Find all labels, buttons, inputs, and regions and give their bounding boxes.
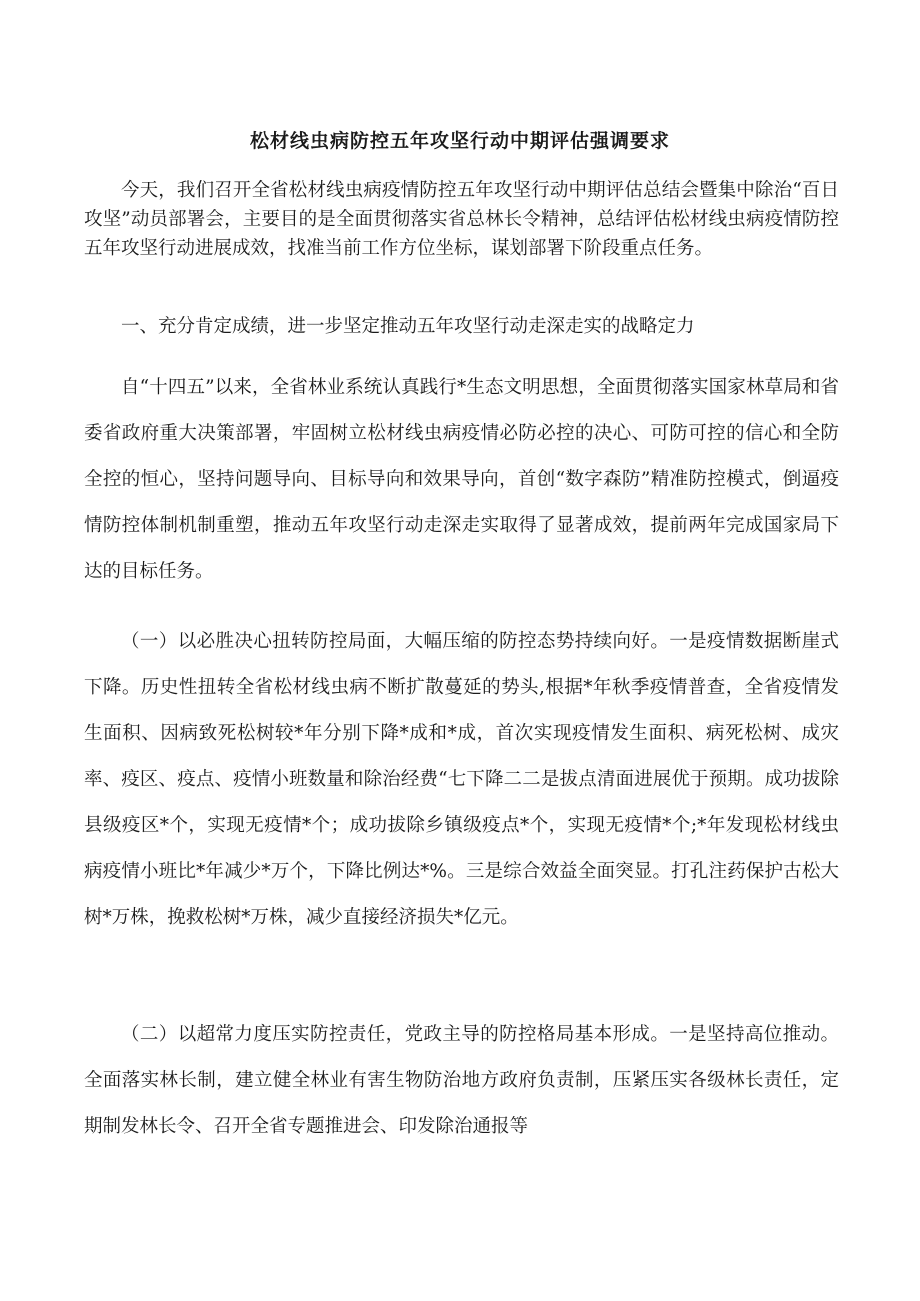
- body-paragraph-3: （二）以超常力度压实防控责任，党政主导的防控格局基本形成。一是坚持高位推动。全面落实林长制，建立健全林业有害生物防治地方政府负责制，压紧压实各级林长责任，定期制发林长令、召开全省专题推进会、印发除治通报等: [84, 1024, 839, 1137]
- body-paragraph-2: （一）以必胜决心扭转防控局面，大幅压缩的防控态势持续向好。一是疫情数据断崖式下降。历史性扭转全省松材线虫病不断扩散蔓延的势头,根据*年秋季疫情普查，全省疫情发生面积、因病致死松树较*年分别下降*成和*成，首次实现疫情发生面积、病死松树、成灾率、疫区、疫点、疫情小班数量和除治经费“七下降二二是拔点清面进展优于预期。成功拔除县级疫区*个，实现无疫情*个；成功拔除乡镇级疫点*个，实现无疫情*个;*年发现松材线虫病疫情小班比*年减少*万个，下降比例达*%。三是综合效益全面突显。打孔注药保护古松大树*万株，挽救松树*万株，减少直接经济损失*亿元。: [84, 631, 839, 928]
- document-title: 松材线虫病防控五年攻坚行动中期评估强调要求: [249, 130, 670, 152]
- body-paragraph-1: 自“十四五”以来，全省林业系统认真践行*生态文明思想，全面贯彻落实国家林草局和省委省政府重大决策部署，牢固树立松材线虫病疫情必防必控的决心、可防可控的信心和全防全控的恒心，坚持问题导向、目标导向和效果导向，首创“数字森防”精准防控模式，倒逼疫情防控体制机制重塑，推动五年攻坚行动走深走实取得了显著成效，提前两年完成国家局下达的目标任务。: [84, 377, 839, 582]
- intro-paragraph: 今天，我们召开全省松材线虫病疫情防控五年攻坚行动中期评估总结会暨集中除治“百日攻坚”动员部署会，主要目的是全面贯彻落实省总林长令精神，总结评估松材线虫病疫情防控五年攻坚行动进展成效，找准当前工作方位坐标，谋划部署下阶段重点任务。: [84, 180, 839, 259]
- section-heading-1: 一、充分肯定成绩，进一步坚定推动五年攻坚行动走深走实的战略定力: [121, 316, 695, 337]
